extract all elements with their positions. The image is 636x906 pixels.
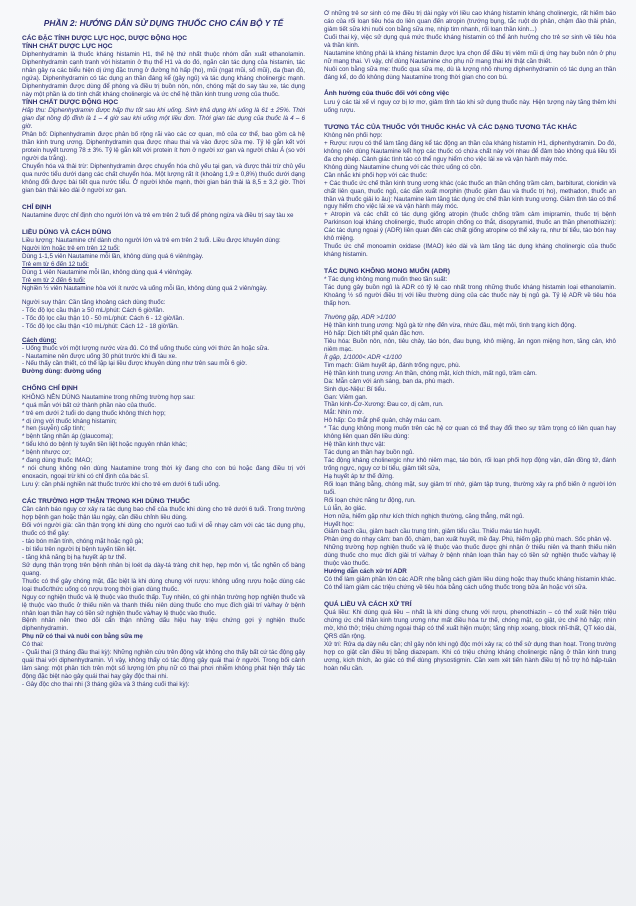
paragraph: Lú lẫn, ảo giác. — [324, 504, 367, 512]
list-item: * hen (suyễn) cấp tính; — [22, 425, 85, 433]
paragraph: Cuối thai kỳ, việc sử dụng quá mức thuốc kháng histamin có thể ảnh hưởng cho trẻ sơ sinh về tiêu hóa và thần kinh. — [324, 33, 616, 49]
paragraph: Trẻ em từ 2 đến 6 tuổi: — [22, 277, 86, 285]
paragraph: Dùng 1-1,5 viên Nautamine mỗi lần, không dùng quá 6 viên/ngày. — [22, 253, 204, 261]
list-item: * đang dùng thuốc IMAO; — [22, 457, 93, 465]
paragraph: Có thể làm giảm phần lớn các ADR nhẹ bằng cách giảm liều dùng hoặc thay thuốc kháng histamin khác. Có thể làm giảm các triệu chứng về tiêu hóa bằng cách uống thuốc trong bữa ăn hoặc với sữa. — [324, 576, 616, 592]
paragraph: Hô hấp: Dịch tiết phế quản đặc hơn. — [324, 330, 425, 338]
paragraph: Nguy cơ nghiện thuốc và lệ thuộc vào thuốc thấp. Tuy nhiên, có ghi nhận trường hợp nghiện thuốc và lệ thuộc vào thuốc ở thiếu niên và thanh thiếu niên dùng thuốc cho mục đích giải trí và/hay ở bệnh nhân loạn thần hay có tiền sử nghiện thuốc và/hay lệ thuộc vào thuốc. — [22, 593, 305, 617]
paragraph: + Rượu: rượu có thể làm tăng đáng kể tác động an thần của kháng histamin H1, diphenhydramin. Do đó, không nên dùng Nautamine kết hợp các thuốc có chứa chất này với nhau để đảm bảo không quá liều tối đa cho phép. Cảnh giác tình táo có thể nguy hiểm cho việc lái xe và vận hành máy móc. — [324, 139, 616, 163]
heading-indications: CHỈ ĐỊNH — [22, 203, 52, 211]
paragraph: Diphenhydramin là thuốc kháng histamin H1, thế hệ thứ nhất thuộc nhóm dẫn xuất ethanolamin. Diphenhydramin cạnh tranh với histamin ở thụ thể H1 và do đó, ngăn cản tác dụng của histamin, tác nhân gây ra các biểu hiện dị ứng đặc trưng ở đường hô hấp (ho), mũi (ngạt mũi, sổ mũi), da (ban đỏ, ngứa). Diphenhydramin có tác dụng an thần đáng kể (gây ngủ) và tác dụng kháng cholinergic mạnh. Diphenhydramin được dùng để phòng và điều trị buồn nôn, nôn, chóng mặt do say tàu xe, tác dụng này một phần là do tính chất kháng cholinergic và ức chế hệ thần kinh trung ương của thuốc. — [22, 51, 305, 99]
paragraph: Hệ thần kinh trung ương: Ngủ gà từ nhẹ đến vừa, nhức đầu, mệt mỏi, tình trạng kích động. — [324, 322, 577, 330]
paragraph: Chuyển hóa và thải trừ: Diphenhydramin được chuyển hóa chủ yếu tại gan, và được thải trừ chủ yếu qua nước tiểu dưới dạng các chất chuyển hóa. Một lượng rất ít (khoảng 1,9 ± 0,8%) thuốc dưới dạng không đổi được bài tiết qua nước tiểu. Ở người khỏe mạnh, thời gian bán thải là 8,5 ± 3,2 giờ. Thời gian bán thải kéo dài ở người xơ gan. — [22, 162, 305, 194]
paragraph: KHÔNG NÊN DÙNG Nautamine trong những trường hợp sau: — [22, 393, 195, 401]
paragraph: Không nên phối hợp: — [324, 132, 383, 140]
paragraph: Sử dụng thận trọng trên bệnh nhân bị loét dạ dày-tá tràng chít hẹp, hẹp môn vị, tắc nghẽn cổ bàng quang. — [22, 561, 305, 577]
paragraph: * Tác dụng không mong muốn theo tần suất: — [324, 276, 448, 284]
paragraph: Tác dụng an thần hay buồn ngủ. — [324, 449, 415, 457]
left-column — [22, 10, 305, 900]
list-item: * bệnh tăng nhãn áp (glaucoma); — [22, 433, 114, 441]
heading-driving: Ảnh hưởng của thuốc đối với công việc — [324, 90, 450, 98]
paragraph: Nautamine được chỉ định cho người lớn và trẻ em trên 2 tuổi để phòng ngừa và điều trị say tàu xe — [22, 212, 294, 220]
list-item: * quá mẫn với bất cứ thành phần nào của thuốc. — [22, 401, 157, 409]
section-title: PHẦN 2: HƯỚNG DẪN SỬ DỤNG THUỐC CHO CÁN BỘ Y TẾ — [43, 18, 284, 28]
paragraph: Bệnh nhân nên theo dõi cẩn thận những dấu hiệu hay triệu chứng gợi ý nghiện thuốc diphenhydramin. — [22, 617, 305, 633]
paragraph: Có thai: — [22, 641, 44, 649]
paragraph: Hệ thần kinh trung ương: An thần, chóng mặt, kích thích, mất ngủ, trầm cảm. — [324, 369, 537, 377]
heading-overdose: QUÁ LIỀU VÀ CÁCH XỬ TRÍ — [324, 600, 412, 608]
list-item: * nói chung không nên dùng Nautamine trong thời kỳ đang cho con bú hoặc đang điều trị với enoxacin, ngoại trừ khi có chỉ định của bác sĩ. — [22, 465, 305, 481]
paragraph: Phản ứng do nhạy cảm: ban đỏ, chàm, ban xuất huyết, mề đay. Phù, hiếm gặp phù mạch. Sốc phản vệ. — [324, 536, 612, 544]
paragraph: Mắt: Nhìn mờ. — [324, 409, 364, 417]
list-item: * dị ứng với thuốc kháng histamin; — [22, 417, 117, 425]
paragraph: Lưu ý các tài xế vì nguy cơ bị lơ mơ, giảm tỉnh táo khi sử dụng thuốc này. Hiện tượng này tăng thêm khi uống rượu. — [324, 98, 616, 114]
paragraph: Thuốc ức chế monoamin oxidase (IMAO) kéo dài và làm tăng tác dụng kháng cholinergic của thuốc kháng histamin. — [324, 243, 616, 259]
paragraph: + Các thuốc ức chế thần kinh trung ương khác (các thuốc an thần chống trầm cảm, barbiturat, clonidin và chất liên quan, thuốc ngủ, các dẫn xuất morphin (thuốc giảm đau và thuốc trị ho), methadon, thuốc an thần và thuốc giải lo âu): Nautamine làm tăng tác dụng ức chế thần kinh trung ương. Giảm tỉnh táo có thể nguy hiểm cho việc lái xe và vận hành máy móc. — [324, 179, 616, 211]
heading-interactions: TƯƠNG TÁC CỦA THUỐC VỚI THUỐC KHÁC VÀ CÁC DẠNG TƯƠNG TÁC KHÁC — [324, 123, 577, 131]
paragraph: Tác động kháng cholinergic như khô niêm mạc, táo bón, rối loạn phối hợp động vận, dãn đồng tử, đánh trống ngực, nguy cơ bí tiểu, giảm tiết sữa, — [324, 457, 616, 472]
paragraph: Tim mạch: Giảm huyết áp, đánh trống ngực, phù. — [324, 361, 461, 369]
paragraph: Thường gặp, ADR >1/100 — [324, 314, 396, 322]
paragraph: - Tốc độ lọc cầu thận ≥ 50 mL/phút: Cách 6 giờ/lần. — [22, 306, 165, 314]
paragraph: Không dùng Nautamine chung với các thức uống có cồn. — [324, 163, 483, 171]
paragraph: Cần nhắc khi phối hợp với các thuốc: — [324, 171, 428, 179]
paragraph: Hấp thu: Diphenhydramin được hấp thu tốt sau khi uống. Sinh khả dụng khi uống là 61 ± 25%. Thời gian đạt nồng độ đỉnh là 1 – 4 giờ sau khi uống một liều đơn. Thời gian tác dụng của thuốc là 4 – 6 giờ. — [22, 107, 305, 131]
paragraph: Phân bố: Diphenhydramin được phân bố rộng rãi vào các cơ quan, mô của cơ thể, bao gồm cả hệ thần kinh trung ương. Diphenhydramin qua được nhau thai và vào được sữa mẹ. Tỷ lệ gắn kết với protein huyết tương 78 ± 3%. Tỷ lệ gắn kết với protein ít hơn ở người xơ gan và người châu Á (so với người da trắng). — [22, 131, 305, 162]
paragraph: - Nautamine nên được uống 30 phút trước khi đi tàu xe. — [22, 352, 177, 360]
list-item: - tăng khả năng bị hạ huyết áp tư thế. — [22, 553, 127, 561]
paragraph: Tác dụng gây buồn ngủ là ADR có tỷ lệ cao nhất trong những thuốc kháng histamin loại ethanolamin. Khoảng ½ số người điều trị với liều thường dùng của các thuốc này bị ngủ gà. Tỷ lệ ADR về tiêu hóa thấp hơn. — [324, 284, 616, 308]
list-item: - bí tiểu trên người bị bệnh tuyến tiền liệt. — [22, 546, 137, 553]
heading-contraindications: CHỐNG CHỈ ĐỊNH — [22, 385, 78, 393]
paragraph: Dùng 1 viên Nautamine mỗi lần, không dùng quá 4 viên/ngày. — [22, 269, 193, 277]
paragraph: Liều lượng: Nautamine chỉ dành cho người lớn và trẻ em trên 2 tuổi. Liều được khuyên dùng: — [22, 237, 281, 245]
paragraph: Huyết học: — [324, 520, 354, 528]
paragraph: Cách dùng: — [22, 336, 57, 344]
paragraph: Nautamine không phải là kháng histamin được lựa chọn để điều trị viêm mũi dị ứng hay buồn nôn ở phụ nữ mang thai. Vì vậy, chỉ dùng Nautamine cho phụ nữ mang thai khi thật cần thiết. — [324, 49, 616, 65]
paragraph: Tiêu hóa: Buồn nôn, nôn, tiêu chảy, táo bón, đau bụng, khô miệng, ăn ngon miệng hơn, tăng cân, khô niêm mạc. — [324, 337, 616, 353]
paragraph: Ít gặp, 1/1000< ADR <1/100 — [324, 353, 402, 361]
paragraph: Rối loạn thăng bằng, chóng mặt, suy giảm trí nhớ, giảm tập trung, thường xảy ra phổ biến ở người lớn tuổi. — [324, 480, 616, 496]
paragraph: Nghiền ½ viên Nautamine hòa với ít nước và uống mỗi lần, không dùng quá 2 viên/ngày. — [22, 284, 268, 292]
paragraph: Đối với người già: cần thận trọng khi dùng cho người cao tuổi vì dễ nhạy cảm với các tác dụng phụ, thuốc có thể gây: — [22, 522, 305, 538]
paragraph: + Atropin và các chất có tác dụng giống atropin (thuốc chống trầm cảm imipramin, thuốc trị bệnh Parkinson loại kháng cholinergic, thuốc atropin chống co thắt, disopyramid, thuốc an thần phenothiazin): Các tác dụng ngoại ý (ADR) liên quan đến các chất giống atropine có thể xảy ra, như bí tiểu, táo bón hay khô miệng. — [324, 211, 616, 243]
paragraph: Thần kinh-Cơ-Xương: Đau cơ, dị cảm, run. — [324, 401, 444, 409]
paragraph: Thuốc có thể gây chóng mặt, đặc biệt là khi dùng chung với rượu: không uống rượu hoặc dùng các loại thuốc/thức uống có rượu trong thời gian dùng thuốc. — [22, 577, 305, 593]
paragraph: Rối loạn chức năng tư động, run. — [324, 496, 416, 504]
right-column — [324, 10, 616, 900]
paragraph: - Quãi thai (3 tháng đầu thai kỳ): Những nghiên cứu trên động vật không cho thấy bất cứ tác động gây quái thai với diphenhydramin. Vì vậy, không thấy có tác động gây quái thai ở người. Trong bối cảnh lâm sàng: một phân tích trên một số lượng lớn phụ nữ có thai phơi nhiễm không phát hiện thấy tác động đặc biệt nào gây quái thai hay gây độc thai nhi. — [22, 649, 305, 680]
paragraph: Trẻ em từ 6 đến 12 tuổi: — [22, 261, 89, 269]
list-item: * bệnh nhược cơ; — [22, 449, 71, 457]
paragraph: - Gây độc cho thai nhi (3 tháng giữa và 3 tháng cuối thai kỳ): — [22, 680, 190, 688]
paragraph: Người suy thận: Cần tăng khoảng cách dùng thuốc: — [22, 298, 166, 306]
paragraph: Lưu ý: cần phải nghiền nát thuốc trước khi cho trẻ em dưới 6 tuổi uống. — [22, 481, 221, 489]
paragraph: - Uống thuốc với một lượng nước vừa đủ. Có thể uống thuốc cùng với thức ăn hoặc sữa. — [22, 344, 270, 352]
paragraph: Xử trí: Rửa dạ dày nếu cần; chỉ gây nôn khi ngộ độc mới xảy ra; có thể sử dụng than hoạt. Trong trường hợp co giật cần điều trị bằng diazepam. Khi có triệu chứng kháng cholinergic nặng ở thần kinh trung ương, kích thích, ảo giác có thể dùng physostigmin. Cần xem xét tiến hành điều trị hỗ trợ hô hấp-tuần hoàn nếu cần. — [324, 641, 616, 672]
paragraph: Những trường hợp nghiện thuốc và lệ thuộc vào thuốc được ghi nhận ở thiếu niên và thanh thiếu niên dùng thuốc cho mục đích giải trí và/hay ở bệnh nhân loạn thần hay có tiền sử nghiện thuốc và/hay lệ thuộc vào thuốc. — [324, 544, 616, 568]
heading-pharmacology: CÁC ĐẶC TÍNH DƯỢC LỰC HỌC, DƯỢC ĐỘNG HỌC — [22, 34, 188, 42]
paragraph: Gan: Viêm gan. — [324, 393, 368, 401]
paragraph: Hạ huyết áp tư thế đứng. — [324, 472, 394, 480]
paragraph: Hơn nữa, hiếm gặp như kích thích nghịch thường, căng thẳng, mất ngủ. — [324, 512, 525, 520]
paragraph: - Tốc độ lọc cầu thận <10 mL/phút: Cách 12 - 18 giờ/lần. — [22, 322, 179, 330]
paragraph: Quá liều: Khi dùng quá liều – nhất là khi dùng chung với rượu, phenothiazin – có thể xuất hiện triệu chứng ức chế thần kinh trung ương như mất điều hòa tư thế, chóng mặt, co giật, ức chế hô hấp; nhìn mờ, khó thở; triệu chứng ngoại tháp có thể xuất hiện muộn; tăng nhịp xoang, block nhĩ-thất, QT kéo dài, QRS dãn rộng. — [324, 609, 616, 641]
paragraph: - Tốc độ lọc cầu thận 10 - 50 mL/phút: Cách 6 - 12 giờ/lần. — [22, 314, 185, 322]
paragraph: Cần cảnh báo nguy cơ xảy ra tác dụng bao chế của thuốc khi dùng cho trẻ dưới 6 tuổi. Trong trường hợp bệnh gan hoặc thận lâu ngày, cần điều chỉnh liều dùng. — [22, 506, 305, 522]
paragraph: - Nếu thấy cần thiết, có thể lặp lại liều được khuyên dùng như trên sau mỗi 6 giờ. — [22, 360, 248, 368]
paragraph: Đường dùng: đường uống — [22, 368, 102, 376]
heading-pharmacodynamics: TÍNH CHẤT DƯỢC LỰC HỌC — [22, 43, 113, 51]
list-item: * tiểu khó do bệnh lý tuyến tiền liệt hoặc nguyên nhân khác; — [22, 441, 188, 449]
paragraph: * Tác dụng không mong muốn trên các hệ cơ quan có thể thay đổi theo sự trầm trọng có liên quan hay không liên quan đến liều dùng: — [324, 425, 616, 441]
paragraph: Người lớn hoặc trẻ em trên 12 tuổi: — [22, 245, 120, 253]
paragraph: Giảm bạch cầu, giảm bạch cầu trung tính, giảm tiểu cầu. Thiếu máu tán huyết. — [324, 528, 542, 536]
list-item: - táo bón mãn tính, chóng mặt hoặc ngủ gà; — [22, 538, 144, 546]
paragraph: Ở những trẻ sơ sinh có mẹ điều trị dài ngày với liều cao kháng histamin kháng cholinergic, rất hiếm báo cáo của rối loạn tiêu hóa do liên quan đến atropin (trướng bụng, tắc ruột do phân, chậm đào thải phân, giảm tiết sữa khi nuôi con bằng sữa mẹ, nhịp tim nhanh, rối loạn thần kinh...) — [324, 10, 616, 33]
paragraph: Hô hấp: Co thắt phế quản, chảy máu cam. — [324, 417, 442, 425]
list-item: * trẻ em dưới 2 tuổi do dạng thuốc không thích hợp; — [22, 409, 166, 417]
paragraph: Nuôi con bằng sữa mẹ: thuốc qua sữa mẹ, dù là lượng nhỏ nhưng diphenhydramin có tác dụng an thần đáng kể, do đó không dùng Nautamine trong thời gian cho con bú. — [324, 65, 616, 81]
heading-precautions: CÁC TRƯỜNG HỢP THẬN TRỌNG KHI DÙNG THUỐC — [22, 497, 190, 505]
paragraph: Sinh dục-Niệu: Bí tiểu. — [324, 385, 387, 393]
paragraph: Hệ thần kinh thực vật: — [324, 441, 386, 449]
subheading: Hướng dẫn cách xử trí ADR — [324, 568, 407, 576]
paragraph: Da: Mẫn cảm với ánh sáng, ban da, phù mạch. — [324, 377, 455, 385]
heading-adverse-reactions: TÁC DỤNG KHÔNG MONG MUỐN (ADR) — [324, 268, 451, 276]
heading-dosage: LIỀU DÙNG VÀ CÁCH DÙNG — [22, 228, 112, 236]
subheading: Phụ nữ có thai và nuôi con bằng sữa mẹ — [22, 633, 143, 641]
heading-pharmacokinetics: TÍNH CHẤT DƯỢC ĐỘNG HỌC — [22, 99, 119, 107]
